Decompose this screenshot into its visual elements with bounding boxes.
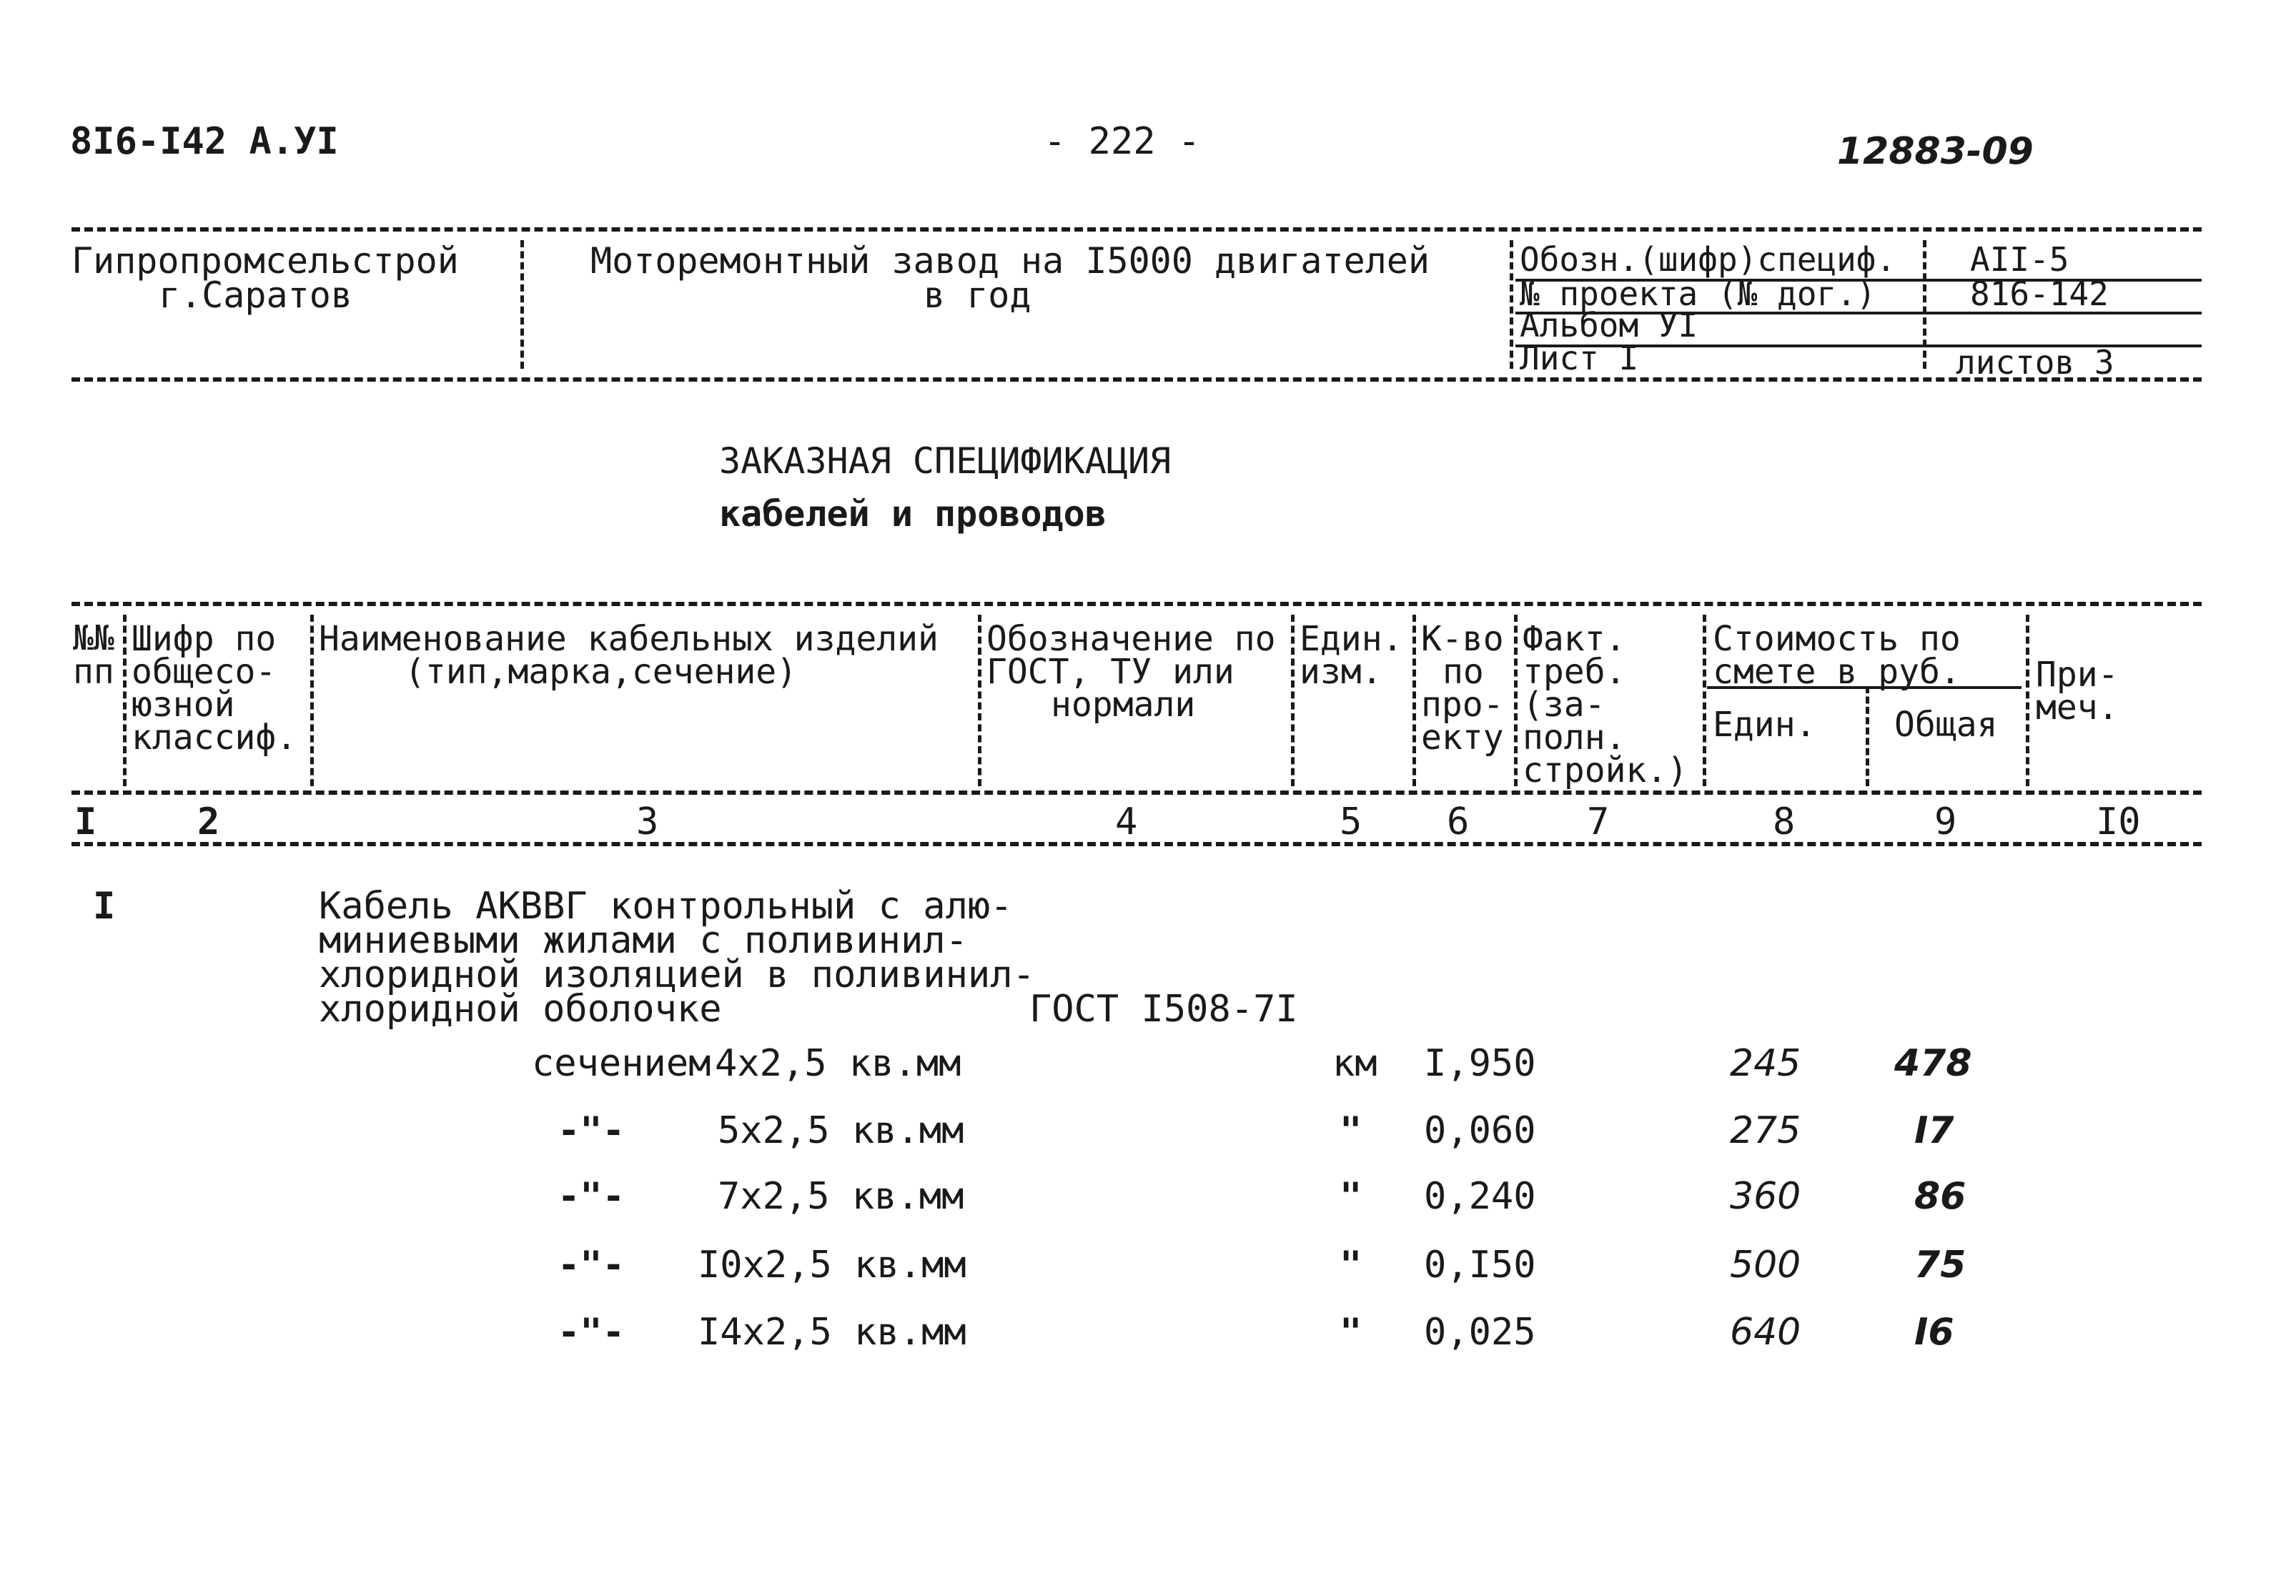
- row-total: I7: [1914, 1109, 1954, 1152]
- row-section: 5х2,5 кв.мм: [718, 1109, 964, 1152]
- row-unit: ": [1340, 1175, 1362, 1218]
- title-block-bottom-rule: [71, 377, 2202, 382]
- row-unit-price: 640: [1730, 1311, 1801, 1354]
- col-divider-6: [1514, 615, 1518, 786]
- object-name: Моторемонтный завод на I5000 двигателей: [590, 240, 1430, 282]
- hdr-cost-group-line1: Стоимость по: [1713, 619, 1961, 659]
- colnum-7: 7: [1587, 801, 1610, 843]
- hdr-c6-line3: про-: [1421, 685, 1504, 725]
- col-divider-3: [978, 615, 981, 786]
- colnum-5: 5: [1340, 801, 1362, 843]
- item-number: I: [93, 885, 116, 928]
- title-block-top-rule: [71, 227, 2202, 232]
- object-name-cont: в год: [924, 274, 1031, 316]
- row-section: 4х2,5 кв.мм: [715, 1042, 961, 1085]
- field-project-number-label: № проекта (№ дог.): [1520, 274, 1876, 313]
- hdr-c7-line1: Факт.: [1523, 619, 1626, 659]
- colnum-1: I: [74, 801, 97, 843]
- colnum-8: 8: [1773, 801, 1796, 843]
- row-unit: ": [1340, 1311, 1362, 1354]
- item-description-line4: хлоридной оболочке: [319, 988, 722, 1031]
- row-unit-price: 245: [1730, 1042, 1801, 1085]
- hdr-c5-line1: Един.: [1300, 619, 1403, 659]
- row-unit: ": [1340, 1109, 1362, 1152]
- row-section: I0х2,5 кв.мм: [698, 1244, 966, 1287]
- row-qty: 0,240: [1424, 1175, 1536, 1218]
- document-subtitle: кабелей и проводов: [719, 493, 1107, 535]
- colnum-2: 2: [197, 801, 220, 843]
- hdr-c9: Общая: [1894, 705, 1998, 745]
- field-project-number-value: 816-142: [1970, 274, 2109, 313]
- item-description-line3: хлоридной изоляцией в поливинил-: [319, 953, 1035, 996]
- col-divider-8: [1866, 686, 1869, 786]
- row-total: 75: [1914, 1244, 1966, 1287]
- hdr-c8: Един.: [1713, 705, 1816, 745]
- item-gost: ГОСТ I508-7I: [1029, 988, 1298, 1031]
- hdr-c6-line4: екту: [1421, 718, 1504, 758]
- col-divider-7: [1703, 615, 1706, 786]
- row-section: I4х2,5 кв.мм: [698, 1311, 966, 1354]
- hdr-c7-line2: треб.: [1523, 652, 1626, 692]
- item-description-line2: миниевыми жилами с поливинил-: [319, 919, 968, 962]
- hdr-c3-line2: (тип,марка,сечение): [405, 652, 798, 692]
- field-spec-code-value: АII-5: [1970, 240, 2069, 279]
- title-block-divider-2: [1510, 240, 1513, 369]
- field-sheet-label: Лист I: [1520, 339, 1639, 377]
- organization-name: Гипропромсельстрой: [71, 240, 459, 282]
- colnum-3: 3: [636, 801, 659, 843]
- hdr-c6-line2: по: [1443, 652, 1484, 692]
- hdr-c3-line1: Наименование кабельных изделий: [319, 619, 939, 659]
- row-qty: 0,025: [1424, 1311, 1536, 1354]
- row-qty: I,950: [1424, 1042, 1536, 1085]
- hdr-c2-line3: юзной: [132, 685, 235, 725]
- row-prefix: сечением: [532, 1042, 711, 1085]
- item-description-line1: Кабель АКВВГ контрольный с алю-: [319, 885, 1013, 928]
- row-total: 86: [1914, 1175, 1966, 1218]
- hdr-c5-line2: изм.: [1300, 652, 1382, 692]
- hdr-c4-line3: нормали: [1051, 685, 1196, 725]
- inventory-number: 12883-09: [1837, 130, 2034, 173]
- row-unit-price: 500: [1730, 1244, 1801, 1287]
- page-number: - 222 -: [1044, 120, 1201, 163]
- row-qty: 0,I50: [1424, 1244, 1536, 1287]
- hdr-c10-line2: меч.: [2036, 688, 2119, 728]
- hdr-c1-line2: пп: [73, 652, 114, 692]
- field-sheets-total: листов 3: [1956, 343, 2114, 382]
- row-unit: км: [1332, 1042, 1377, 1085]
- hdr-cost-group-line2: смете в руб.: [1713, 652, 1961, 692]
- row-unit-price: 360: [1730, 1175, 1801, 1218]
- row-prefix: -"-: [558, 1244, 625, 1287]
- field-spec-code-label: Обозн.(шифр)специф.: [1520, 240, 1896, 279]
- table-header-mid-rule: [71, 790, 2202, 795]
- row-prefix: -"-: [558, 1109, 625, 1152]
- row-prefix: -"-: [558, 1311, 625, 1354]
- document-code: 8I6-I42 А.УI: [70, 120, 339, 163]
- colnum-4: 4: [1115, 801, 1138, 843]
- col-divider-5: [1412, 615, 1416, 786]
- col-divider-9: [2026, 615, 2029, 786]
- title-block-divider-3: [1923, 240, 1926, 369]
- document-title: ЗАКАЗНАЯ СПЕЦИФИКАЦИЯ: [719, 440, 1172, 482]
- hdr-c7-line3: (за-: [1523, 685, 1605, 725]
- hdr-c4-line2: ГОСТ, ТУ или: [986, 652, 1234, 692]
- table-header-top-rule: [71, 602, 2202, 606]
- hdr-c7-line5: стройк.): [1523, 750, 1688, 790]
- hdr-c1-line1: №№: [73, 618, 114, 658]
- col-divider-4: [1291, 615, 1295, 786]
- colnum-6: 6: [1447, 801, 1470, 843]
- row-unit: ": [1340, 1244, 1362, 1287]
- hdr-c7-line4: полн.: [1523, 718, 1626, 758]
- title-block-divider-1: [520, 240, 524, 369]
- organization-city: г.Саратов: [159, 274, 352, 316]
- row-qty: 0,060: [1424, 1109, 1536, 1152]
- field-album-label: Альбом УI: [1520, 306, 1698, 345]
- row-total: 478: [1894, 1042, 1972, 1085]
- hdr-c4-line1: Обозначение по: [986, 619, 1276, 659]
- colnum-10: I0: [2096, 801, 2141, 843]
- hdr-c2-line2: общесо-: [132, 652, 277, 692]
- hdr-c2-line4: классиф.: [132, 718, 297, 758]
- row-section: 7х2,5 кв.мм: [718, 1175, 964, 1218]
- col-divider-1: [123, 615, 127, 786]
- row-total: I6: [1914, 1311, 1954, 1354]
- hdr-c6-line1: К-во: [1421, 619, 1504, 659]
- colnum-9: 9: [1934, 801, 1957, 843]
- col-divider-2: [310, 615, 314, 786]
- hdr-c10-line1: При-: [2036, 655, 2119, 695]
- hdr-c2-line1: Шифр по: [132, 619, 277, 659]
- row-unit-price: 275: [1730, 1109, 1801, 1152]
- row-prefix: -"-: [558, 1175, 625, 1218]
